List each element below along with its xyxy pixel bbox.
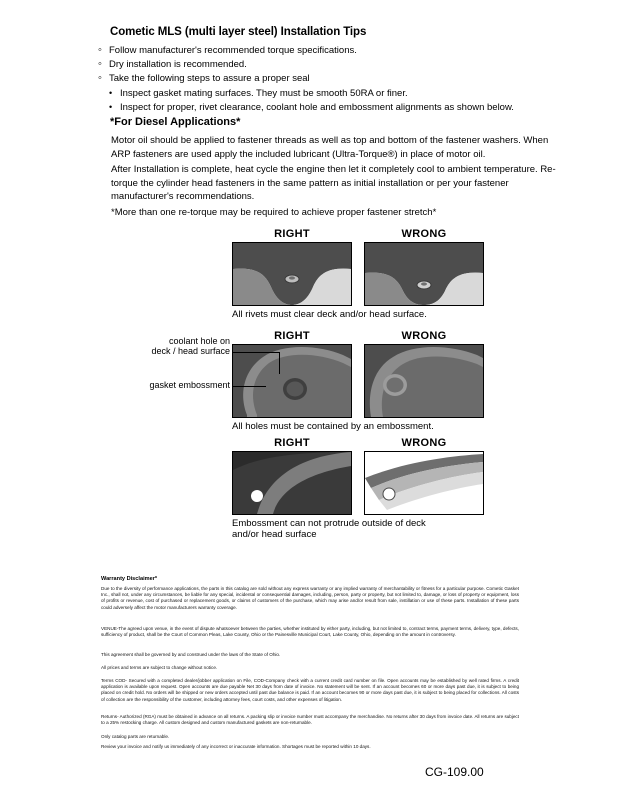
- figure3-right-label: RIGHT: [274, 437, 310, 449]
- rivet-clearance-right-illustration: [233, 243, 351, 305]
- installation-tips-list: [98, 44, 598, 115]
- figure2-wrong-label: WRONG: [401, 330, 447, 342]
- list-item: ◦ Take the following steps to assure a proper seal: [98, 72, 598, 86]
- figure1-caption: All rivets must clear deck and/or head surface.: [232, 309, 427, 320]
- list-item: ◦ Follow manufacturer's recommended torque specifications.: [98, 44, 598, 58]
- figure2-right-label: RIGHT: [274, 330, 310, 342]
- protrusion-wrong-illustration: [365, 452, 483, 514]
- figure2-caption: All holes must be contained by an embossment.: [232, 421, 434, 432]
- paragraph-note: *More than one re-torque may be required to achieve proper fastener stretch*: [111, 207, 437, 218]
- warranty-paragraph: This agreement shall be governed by and construed under the laws of the State of Ohio.: [101, 652, 281, 657]
- figure1-wrong-label: WRONG: [401, 228, 447, 240]
- page-title: Cometic MLS (multi layer steel) Installation Tips: [110, 26, 367, 38]
- figure3-caption-line1: Embossment can not protrude outside of deck: [232, 518, 426, 529]
- paragraph-retorque: After Installation is complete, heat cycle the engine then let it completely cool to ambient temperature. Re-torque the cylinder head fasteners in the same pattern as initial installation or per your fastener manufacturer's recommendations.: [111, 164, 556, 203]
- rivet-clearance-wrong-illustration: [365, 243, 483, 305]
- figure-rivet-clearance: [232, 228, 484, 320]
- warranty-paragraph: Only catalog parts are returnable.: [101, 734, 170, 739]
- warranty-title: Warranty Disclaimer*: [101, 576, 158, 582]
- figure2-wrong-panel: [364, 344, 484, 418]
- figure3-caption-line2: and/or head surface: [232, 529, 317, 540]
- document-id: CG-109.00: [425, 765, 484, 779]
- list-item: • Inspect for proper, rivet clearance, coolant hole and embossment alignments as shown below.: [98, 101, 598, 115]
- warranty-paragraph: VENUE-The agreed upon venue, in the event of dispute whatsoever between the parties, whether instituted by either party, including, but not limited to, contract terms, payment terms, delivery, type, defects, sufficiency of product, shall be the Court of Common Pleas, Lake County, Ohio or the Painesville Municipal Court, Lake County, Ohio, depending on the amount in controversy.: [101, 626, 519, 638]
- figure1-right-panel: [232, 242, 352, 306]
- warranty-paragraph: Due to the diversity of performance applications, the parts in this catalog are sold without any express warranty or any implied warranty of merchantability or fitness for a particular purpose. Cometic Gasket Inc., shall not, under any circumstances, be liable for any special, incidental or consequential damages, including, person, party or property, but not limited to, damage, or loss of property or equipment, loss of profits or revenue, cost of purchased or replacement goods, or claims of customers of the purchase, which may arise and/or result from sale, instillation or use of these parts. Installation of these parts could adversely affect the motor manufacturers warranty coverage.: [101, 586, 519, 610]
- annotation-gasket-embossment: gasket embossment: [149, 380, 230, 390]
- figure3-wrong-panel: [364, 451, 484, 515]
- list-item: • Inspect gasket mating surfaces. They must be smooth 50RA or finer.: [98, 87, 598, 101]
- warranty-paragraph: Returns- Authorized (RGA) must be obtained in advance on all returns. A packing slip or invoice number must accompany the merchandise. No returns after 30 days from invoice date. All returns are subject to a 25% restocking charge. All custom designed and custom manufactured gaskets are non-returnable.: [101, 714, 519, 726]
- paragraph-motor-oil: Motor oil should be applied to fastener threads as well as top and bottom of the fastener washers. When ARP fasteners are used apply the included lubricant (Ultra-Torque®) in place of motor oil.: [111, 135, 549, 160]
- diesel-heading: *For Diesel Applications*: [110, 116, 241, 128]
- protrusion-right-illustration: [233, 452, 351, 514]
- embossment-wrong-illustration: [365, 345, 483, 417]
- warranty-paragraph: All prices and terms are subject to change without notice.: [101, 665, 218, 670]
- annotation-coolant-hole: coolant hole on deck / head surface: [151, 336, 230, 356]
- figure-embossment-protrusion: [232, 437, 484, 540]
- embossment-right-illustration: [233, 345, 351, 417]
- warranty-paragraph: Terms COD- Secured with a completed dealer/jobber application on File, COD-Company check with a current credit card number on file. Open accounts may be established by well rated firms. A credit application is available upon request. Open accounts are due payable Net 30 days from date of invoice. No statement will be sent. If an account becomes 60 or more days past due, it is subject to being placed on credit hold. No orders will be shipped or new orders accepted until past due balance is paid. If an account becomes 90 or more days past due, it is subject to being placed for collections. All costs of collection are the responsibility of the customer, including attorney fees, court costs, and other expenses of litigation.: [101, 678, 519, 702]
- leader-line-embossment: [232, 386, 266, 387]
- list-item: ◦ Dry installation is recommended.: [98, 58, 598, 72]
- figure1-right-label: RIGHT: [274, 228, 310, 240]
- figure2-right-panel: [232, 344, 352, 418]
- figure3-wrong-label: WRONG: [401, 437, 447, 449]
- warranty-paragraph: Review your invoice and notify us immediately of any incorrect or inaccurate information. Shortages must be reported within 10 days.: [101, 744, 371, 749]
- leader-line-coolant: [232, 352, 280, 353]
- figure3-right-panel: [232, 451, 352, 515]
- leader-line-coolant-drop: [279, 352, 280, 374]
- figure-embossment-containment: [232, 330, 484, 432]
- figure1-wrong-panel: [364, 242, 484, 306]
